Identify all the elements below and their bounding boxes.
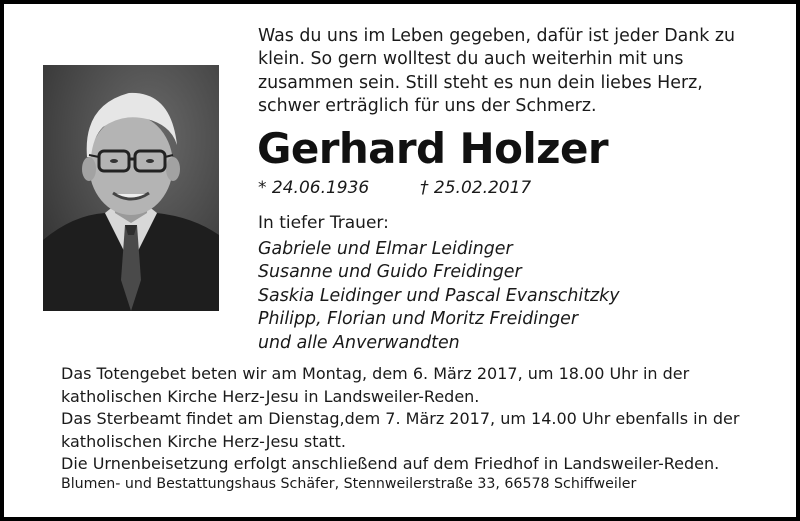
mourning-heading: In tiefer Trauer: (258, 213, 389, 233)
mourner-entry: Saskia Leidinger und Pascal Evanschitzky (258, 285, 620, 306)
poem-line: zusammen sein. Still steht es nun dein liebes Herz, (258, 72, 703, 93)
announcement-line: Das Sterbeamt findet am Dienstag,dem 7. März 2017, um 14.00 Uhr ebenfalls in der (61, 409, 740, 429)
announcement-line: katholischen Kirche Herz-Jesu in Landsweiler-Reden. (61, 386, 480, 406)
announcement-line: katholischen Kirche Herz-Jesu statt. (61, 431, 346, 451)
birth-date: * 24.06.1936 (258, 178, 370, 198)
service-announcement (61, 363, 739, 476)
death-date: † 25.02.2017 (420, 178, 532, 198)
mourner-entry: Gabriele und Elmar Leidinger (258, 239, 513, 259)
mourner-entry: und alle Anverwandten (258, 332, 460, 353)
memorial-poem (258, 25, 778, 119)
deceased-name: Gerhard Holzer (257, 124, 608, 173)
poem-line: schwer erträglich für uns der Schmerz. (258, 96, 597, 117)
funeral-home-footer: Blumen- und Bestattungshaus Schäfer, Stennweilerstraße 33, 66578 Schiffweiler (61, 476, 637, 492)
mourners-list (258, 238, 620, 355)
poem-line: klein. So gern wolltest du auch weiterhin mit uns (258, 49, 684, 70)
poem-line: Was du uns im Leben gegeben, dafür ist jeder Dank zu (258, 26, 736, 46)
mourner-entry: Susanne und Guido Freidinger (258, 262, 522, 283)
portrait-photo (43, 65, 219, 311)
announcement-line: Die Urnenbeisetzung erfolgt anschließend auf dem Friedhof in Landsweiler-Reden. (61, 454, 720, 474)
announcement-line: Das Totengebet beten wir am Montag, dem 6. März 2017, um 18.00 Uhr in der (61, 364, 690, 383)
mourner-entry: Philipp, Florian und Moritz Freidinger (258, 309, 578, 330)
